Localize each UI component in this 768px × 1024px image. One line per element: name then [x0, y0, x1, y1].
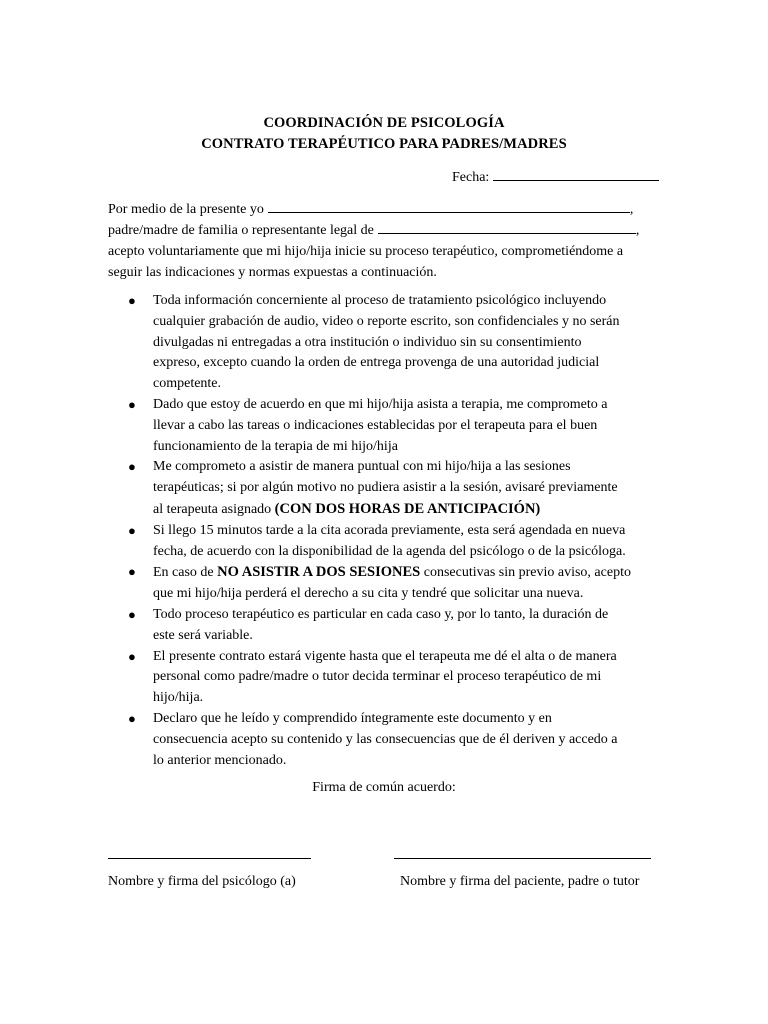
list-item	[108, 291, 668, 395]
bullet-icon: ●	[128, 522, 136, 538]
clause-line: llevar a cabo las tareas o indicaciones establecidas por el terapeuta para el buen	[153, 417, 598, 433]
clause-line: El presente contrato estará vigente hasta que el terapeuta me dé el alta o de manera	[153, 648, 617, 664]
intro-line-1	[108, 199, 668, 220]
clause-line: lo anterior mencionado.	[153, 752, 287, 768]
list-item	[108, 457, 668, 520]
clause-line	[153, 499, 668, 521]
bullet-icon: ●	[128, 606, 136, 622]
list-item	[108, 605, 668, 647]
date-field	[452, 168, 659, 186]
list-item	[108, 562, 668, 605]
clause-line: este será variable.	[153, 627, 253, 643]
clause-line: competente.	[153, 376, 222, 392]
intro-line-4: seguir las indicaciones y normas expuestas a continuación.	[108, 265, 437, 280]
bullet-icon: ●	[128, 396, 136, 412]
child-name-blank-line[interactable]	[378, 221, 636, 234]
clause-line: divulgadas ni entregadas a otra institución o individuo sin su consentimiento	[153, 334, 582, 350]
clause-line: personal como padre/madre o tutor decida terminar el proceso terapéutico de mi	[153, 669, 602, 685]
clause-line: funcionamiento de la terapia de mi hijo/hija	[153, 438, 398, 454]
bullet-icon: ●	[128, 293, 136, 308]
clause-line: consecuencia acepto su contenido y las consecuencias que de él deriven y accedo a	[153, 731, 618, 747]
list-item	[108, 647, 668, 709]
clause-line: terapéuticas; si por algún motivo no pudiera asistir a la sesión, avisaré previamente	[153, 480, 618, 496]
clause-line: Si llego 15 minutos tarde a la cita acorada previamente, esta será agendada en nueva	[153, 522, 626, 538]
clause-text: En caso de	[153, 565, 214, 581]
bullet-icon: ●	[128, 648, 136, 664]
clause-line: Dado que estoy de acuerdo en que mi hijo/hija asista a terapia, me comprometo a	[153, 396, 608, 412]
date-blank-line[interactable]	[493, 168, 659, 181]
document-header-coordination: COORDINACIÓN DE PSICOLOGÍA	[263, 115, 505, 131]
clause-line: cualquier grabación de audio, video o reporte escrito, son confidenciales y no serán	[153, 313, 620, 329]
clause-line	[153, 562, 668, 584]
bullet-icon: ●	[128, 564, 136, 580]
clause-line: hijo/hija.	[153, 690, 204, 706]
intro-line-3: acepto voluntariamente que mi hijo/hija inicie su proceso terapéutico, comprometiéndome a	[108, 244, 624, 259]
clause-emphasis: (CON DOS HORAS DE ANTICIPACIÓN)	[274, 500, 541, 517]
clause-emphasis: NO ASISTIR A DOS SESIONES	[217, 564, 421, 581]
guardian-signature-label: Nombre y firma del paciente, padre o tutor	[400, 874, 640, 889]
intro-comma: ,	[635, 223, 640, 238]
name-blank-line[interactable]	[268, 200, 630, 213]
clauses-list	[108, 291, 668, 771]
clause-text: al terapeuta asignado	[153, 501, 272, 517]
clause-line: que mi hijo/hija perderá el derecho a su cita y tendré que solicitar una nueva.	[153, 586, 584, 602]
intro-text: padre/madre de familia o representante legal de	[108, 223, 374, 238]
document-title: CONTRATO TERAPÉUTICO PARA PADRES/MADRES	[201, 136, 567, 152]
clause-line: Declaro que he leído y comprendido íntegramente este documento y en	[153, 710, 552, 726]
intro-comma: ,	[629, 202, 634, 217]
list-item	[108, 709, 668, 771]
bullet-icon: ●	[128, 459, 136, 475]
date-label: Fecha:	[452, 170, 490, 185]
bullet-icon: ●	[128, 710, 136, 726]
clause-line: Toda información concerniente al proceso de tratamiento psicológico incluyendo	[153, 293, 607, 308]
list-item	[108, 521, 668, 563]
clause-line: Todo proceso terapéutico es particular en cada caso y, por lo tanto, la duración de	[153, 606, 609, 622]
clause-line: expreso, excepto cuando la orden de entrega provenga de una autoridad judicial	[153, 355, 600, 371]
clause-line: fecha, de acuerdo con la disponibilidad de la agenda del psicólogo o de la psicóloga.	[153, 543, 626, 559]
clause-line: Me comprometo a asistir de manera puntual con mi hijo/hija a las sesiones	[153, 459, 571, 475]
clause-text: consecutivas sin previo aviso, acepto	[423, 565, 631, 581]
intro-paragraph	[108, 199, 668, 283]
intro-text: Por medio de la presente yo	[108, 202, 264, 217]
psychologist-signature-line[interactable]	[108, 858, 311, 859]
intro-line-2	[108, 220, 668, 241]
guardian-signature-line[interactable]	[394, 858, 651, 859]
list-item	[108, 395, 668, 457]
common-agreement-label: Firma de común acuerdo:	[312, 780, 456, 795]
psychologist-signature-label: Nombre y firma del psicólogo (a)	[108, 874, 296, 889]
